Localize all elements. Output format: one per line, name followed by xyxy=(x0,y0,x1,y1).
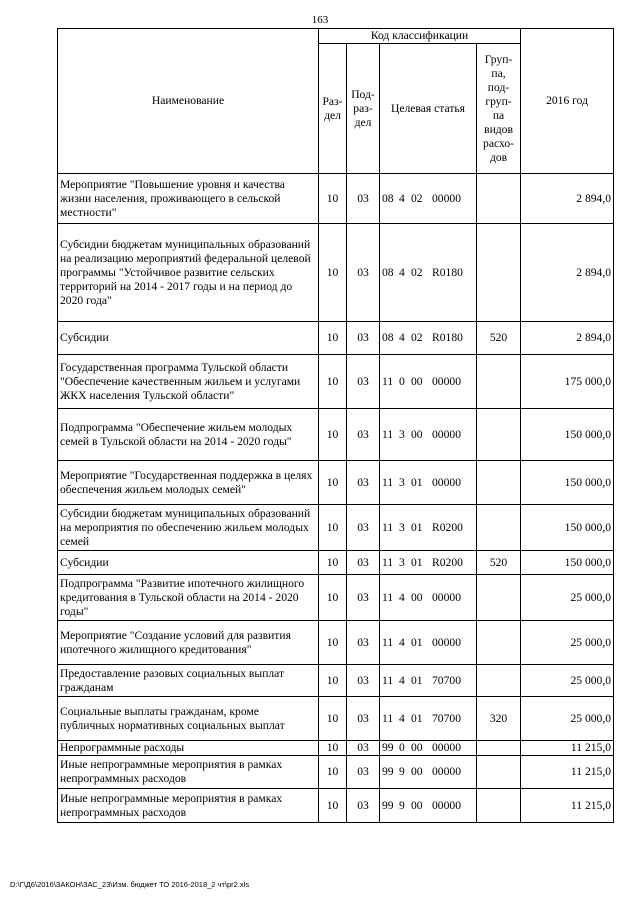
target-article-part: 00 xyxy=(411,741,423,754)
target-article-part: 01 xyxy=(411,673,423,687)
row-razdel: 10 xyxy=(319,665,347,697)
target-article-part: 00000 xyxy=(432,590,461,604)
target-article-part: 4 xyxy=(399,590,405,604)
row-group xyxy=(477,665,521,697)
row-podrazdel: 03 xyxy=(347,789,380,823)
row-group xyxy=(477,741,521,756)
row-razdel: 10 xyxy=(319,621,347,665)
target-article-part: 3 xyxy=(399,520,405,534)
table-row xyxy=(58,789,614,823)
table-row xyxy=(58,575,614,621)
row-name: Иные непрограммные мероприятия в рамках непрограммных расходов xyxy=(58,789,319,823)
row-name: Субсидии xyxy=(58,551,319,575)
row-name: Подпрограмма "Развитие ипотечного жилищного кредитования в Тульской области на 2014 - 2020 годы" xyxy=(58,575,319,621)
row-group xyxy=(477,505,521,551)
row-group xyxy=(477,621,521,665)
row-name: Субсидии бюджетам муниципальных образований на реализацию мероприятий федеральной целевой программы "Устойчивое развитие сельских территорий на 2014 - 2017 годы и на период до 2020 года" xyxy=(58,224,319,322)
row-razdel: 10 xyxy=(319,697,347,741)
target-article-part: 00000 xyxy=(432,635,461,649)
target-article-part: 3 xyxy=(399,555,405,569)
target-article-part: 00 xyxy=(411,798,423,812)
row-target-article xyxy=(380,621,477,665)
target-article-part: R0200 xyxy=(432,555,463,569)
target-article-part: 99 xyxy=(382,798,394,812)
row-razdel: 10 xyxy=(319,741,347,756)
target-article-part: 01 xyxy=(411,711,423,725)
row-name: Иные непрограммные мероприятия в рамках непрограммных расходов xyxy=(58,756,319,789)
row-name: Мероприятие "Создание условий для развития ипотечного жилищного кредитования" xyxy=(58,621,319,665)
row-target-article xyxy=(380,697,477,741)
row-razdel: 10 xyxy=(319,409,347,461)
target-article-part: 00000 xyxy=(432,741,461,754)
row-podrazdel: 03 xyxy=(347,355,380,409)
row-podrazdel: 03 xyxy=(347,461,380,505)
row-podrazdel: 03 xyxy=(347,621,380,665)
row-podrazdel: 03 xyxy=(347,697,380,741)
row-name: Социальные выплаты гражданам, кроме публичных нормативных социальных выплат xyxy=(58,697,319,741)
row-group xyxy=(477,575,521,621)
row-amount: 25 000,0 xyxy=(521,665,614,697)
budget-table xyxy=(57,28,614,823)
row-podrazdel: 03 xyxy=(347,756,380,789)
target-article-part: 0 xyxy=(399,741,405,754)
target-article-part: 4 xyxy=(399,265,405,279)
target-article-part: 9 xyxy=(399,765,405,778)
table-row xyxy=(58,322,614,355)
target-article-part: 01 xyxy=(411,635,423,649)
row-amount: 11 215,0 xyxy=(521,756,614,789)
table-row xyxy=(58,355,614,409)
row-podrazdel: 03 xyxy=(347,409,380,461)
target-article-part: 11 xyxy=(382,555,394,569)
target-article-part: 9 xyxy=(399,798,405,812)
row-podrazdel: 03 xyxy=(347,505,380,551)
target-article-part: 00000 xyxy=(432,427,461,441)
row-razdel: 10 xyxy=(319,174,347,224)
target-article-part: R0180 xyxy=(432,265,463,279)
header-razdel: Раз- дел xyxy=(319,44,347,174)
target-article-part: 02 xyxy=(411,331,423,344)
target-article-part: 11 xyxy=(382,711,394,725)
target-article-part: 00 xyxy=(411,590,423,604)
target-article-part: 3 xyxy=(399,475,405,489)
row-name: Субсидии xyxy=(58,322,319,355)
row-group: 520 xyxy=(477,551,521,575)
header-target-article: Целевая статья xyxy=(380,44,477,174)
row-target-article xyxy=(380,756,477,789)
target-article-part: 4 xyxy=(399,635,405,649)
row-target-article xyxy=(380,355,477,409)
target-article-part: 11 xyxy=(382,427,394,441)
target-article-part: R0180 xyxy=(432,331,463,344)
row-group xyxy=(477,756,521,789)
row-podrazdel: 03 xyxy=(347,575,380,621)
row-amount: 2 894,0 xyxy=(521,174,614,224)
row-name: Подпрограмма "Обеспечение жильем молодых семей в Тульской области на 2014 - 2020 годы" xyxy=(58,409,319,461)
target-article-part: 11 xyxy=(382,590,394,604)
row-name: Субсидии бюджетам муниципальных образований на мероприятия по обеспечению жильем молодых семей xyxy=(58,505,319,551)
row-name: Мероприятие "Повышение уровня и качества жизни населения, проживающего в сельской местности" xyxy=(58,174,319,224)
row-razdel: 10 xyxy=(319,505,347,551)
target-article-part: 01 xyxy=(411,555,423,569)
table-row xyxy=(58,665,614,697)
row-amount: 150 000,0 xyxy=(521,461,614,505)
row-target-article xyxy=(380,322,477,355)
row-group xyxy=(477,355,521,409)
row-amount: 25 000,0 xyxy=(521,575,614,621)
row-group xyxy=(477,789,521,823)
target-article-part: 11 xyxy=(382,673,394,687)
row-razdel: 10 xyxy=(319,551,347,575)
page-number: 163 xyxy=(311,14,329,26)
row-target-article xyxy=(380,174,477,224)
row-amount: 175 000,0 xyxy=(521,355,614,409)
target-article-part: 70700 xyxy=(432,711,461,725)
target-article-part: 11 xyxy=(382,635,394,649)
target-article-part: 02 xyxy=(411,191,423,205)
table-row xyxy=(58,621,614,665)
row-podrazdel: 03 xyxy=(347,551,380,575)
table-row xyxy=(58,505,614,551)
row-razdel: 10 xyxy=(319,224,347,322)
row-podrazdel: 03 xyxy=(347,224,380,322)
row-target-article xyxy=(380,665,477,697)
row-target-article xyxy=(380,409,477,461)
row-group: 320 xyxy=(477,697,521,741)
target-article-part: 08 xyxy=(382,331,394,344)
row-amount: 25 000,0 xyxy=(521,697,614,741)
row-name: Предоставление разовых социальных выплат гражданам xyxy=(58,665,319,697)
target-article-part: 02 xyxy=(411,265,423,279)
row-amount: 11 215,0 xyxy=(521,741,614,756)
header-podrazdel: Под- раз- дел xyxy=(347,44,380,174)
row-group xyxy=(477,409,521,461)
target-article-part: 0 xyxy=(399,374,405,388)
target-article-part: 4 xyxy=(399,191,405,205)
row-razdel: 10 xyxy=(319,355,347,409)
row-target-article xyxy=(380,505,477,551)
row-target-article xyxy=(380,575,477,621)
table-row xyxy=(58,409,614,461)
row-podrazdel: 03 xyxy=(347,665,380,697)
row-group: 520 xyxy=(477,322,521,355)
row-podrazdel: 03 xyxy=(347,322,380,355)
target-article-part: 08 xyxy=(382,265,394,279)
row-target-article xyxy=(380,789,477,823)
row-razdel: 10 xyxy=(319,756,347,789)
table-row xyxy=(58,224,614,322)
row-target-article xyxy=(380,551,477,575)
target-article-part: 00 xyxy=(411,374,423,388)
target-article-part: 01 xyxy=(411,520,423,534)
row-amount: 150 000,0 xyxy=(521,409,614,461)
table-row xyxy=(58,741,614,756)
row-amount: 11 215,0 xyxy=(521,789,614,823)
table-row xyxy=(58,756,614,789)
target-article-part: 4 xyxy=(399,673,405,687)
table-row xyxy=(58,697,614,741)
row-group xyxy=(477,224,521,322)
header-name: Наименование xyxy=(58,29,319,174)
row-amount: 25 000,0 xyxy=(521,621,614,665)
row-razdel: 10 xyxy=(319,789,347,823)
table-row xyxy=(58,551,614,575)
row-group xyxy=(477,461,521,505)
target-article-part: 00000 xyxy=(432,798,461,812)
row-razdel: 10 xyxy=(319,575,347,621)
target-article-part: 11 xyxy=(382,475,394,489)
row-name: Мероприятие "Государственная поддержка в целях обеспечения жильем молодых семей" xyxy=(58,461,319,505)
row-amount: 2 894,0 xyxy=(521,322,614,355)
target-article-part: 3 xyxy=(399,427,405,441)
row-amount: 150 000,0 xyxy=(521,505,614,551)
target-article-part: R0200 xyxy=(432,520,463,534)
row-amount: 2 894,0 xyxy=(521,224,614,322)
row-razdel: 10 xyxy=(319,461,347,505)
table-row xyxy=(58,461,614,505)
target-article-part: 99 xyxy=(382,765,394,778)
row-name: Государственная программа Тульской области "Обеспечение качественным жильем и услугами ЖКХ населения Тульской области" xyxy=(58,355,319,409)
row-target-article xyxy=(380,741,477,756)
file-path-footer: D:\Г\Д6\2016\ЗАКОН\ЗАС_23\Изм. бюджет ТО 2016-2018_2 чт\pr2.xls xyxy=(10,880,250,889)
target-article-part: 08 xyxy=(382,191,394,205)
target-article-part: 00000 xyxy=(432,374,461,388)
header-classification-code: Код классификации xyxy=(319,29,521,44)
header-group: Груп- па, под- груп- па видов расхо- дов xyxy=(477,44,521,174)
target-article-part: 4 xyxy=(399,331,405,344)
table-row xyxy=(58,174,614,224)
target-article-part: 00000 xyxy=(432,191,461,205)
row-podrazdel: 03 xyxy=(347,741,380,756)
target-article-part: 70700 xyxy=(432,673,461,687)
target-article-part: 99 xyxy=(382,741,394,754)
target-article-part: 00000 xyxy=(432,765,461,778)
target-article-part: 00 xyxy=(411,765,423,778)
row-razdel: 10 xyxy=(319,322,347,355)
row-name: Непрограммные расходы xyxy=(58,741,319,756)
row-podrazdel: 03 xyxy=(347,174,380,224)
row-group xyxy=(477,174,521,224)
header-year: 2016 год xyxy=(521,29,614,174)
target-article-part: 11 xyxy=(382,374,394,388)
row-amount: 150 000,0 xyxy=(521,551,614,575)
target-article-part: 11 xyxy=(382,520,394,534)
target-article-part: 00 xyxy=(411,427,423,441)
target-article-part: 01 xyxy=(411,475,423,489)
row-target-article xyxy=(380,461,477,505)
row-target-article xyxy=(380,224,477,322)
target-article-part: 4 xyxy=(399,711,405,725)
target-article-part: 00000 xyxy=(432,475,461,489)
